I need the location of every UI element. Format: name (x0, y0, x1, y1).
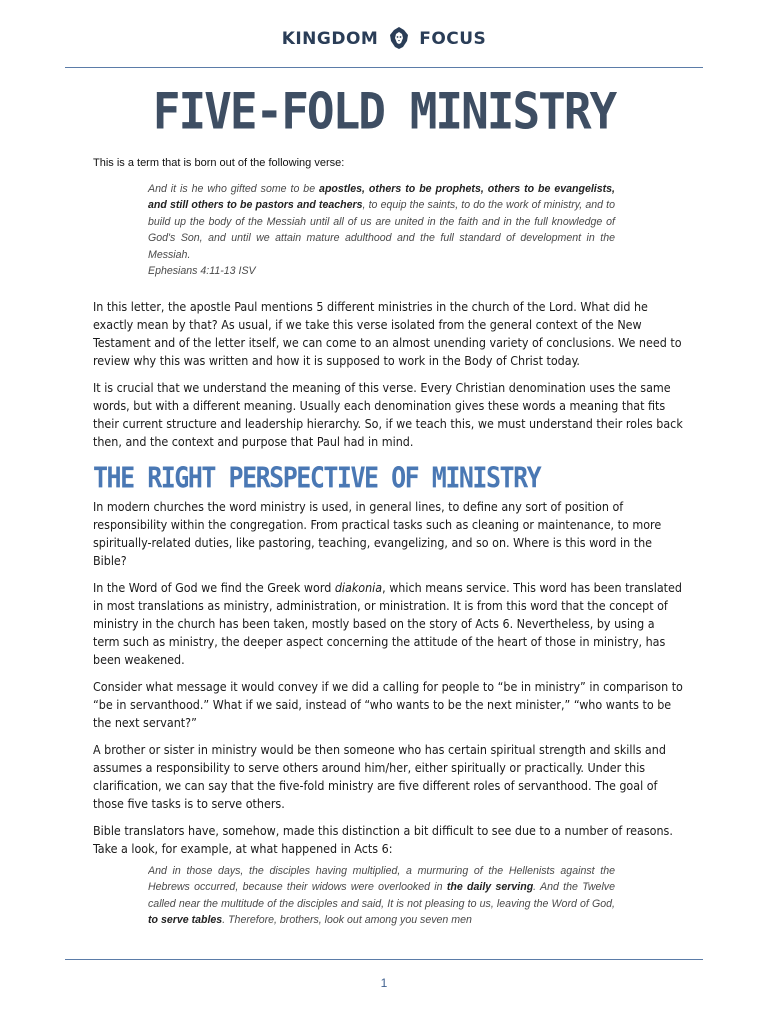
quote-reference: Ephesians 4:11-13 ISV (148, 265, 256, 278)
paragraph: In modern churches the word ministry is used, in general lines, to define any sort of position of responsibility within the congregation. From practical tasks such as cleaning or maintenance, to more spiritually-related duties, like pastoring, teaching, evangelizing, and so on. Where is this word in the Bible? (93, 499, 662, 568)
brand-right-text: FOCUS (419, 29, 487, 49)
quote-bold-text: to serve tables (148, 914, 223, 927)
scripture-quote-acts (148, 863, 615, 927)
scripture-quote-ephesians (148, 181, 615, 279)
quote-text: . Therefore, brothers, look out among you seven men (222, 914, 472, 927)
body-section-1 (93, 298, 683, 460)
header-divider (65, 67, 703, 68)
lion-head-icon (389, 26, 409, 50)
quote-text: . And the Twelve called near the multitude of the disciples and said, It is not pleasing to us, leaving the Word of God, (148, 881, 615, 910)
quote-bold-text: apostles, others to be prophets, others to be evangelists, and still others to be pastors and teachers (148, 183, 615, 212)
quote-text: , to equip the saints, to do the work of ministry, and to build up the body of the Messiah until all of us are united in the faith and in the full knowledge of God's Son, and until we attain mature adulthood and the full standard of development in the Messiah. (148, 199, 615, 261)
paragraph: Consider what message it would convey if we did a calling for people to “be in ministry” in comparison to “be in servanthood.” What if we said, instead of “who wants to be the next minister,” “who wants to be the next servant?” (93, 679, 683, 730)
section-heading: THE RIGHT PERSPECTIVE OF MINISTRY (93, 461, 541, 495)
paragraph-text: , which means service. This word has been translated in most translations as ministry, administration, or ministration. It is from this word that the concept of ministry in the church has been taken, mostly based on the story of Acts 6. Nevertheless, by using a term such as ministry, the deeper aspect concerning the attitude of the heart of those in ministry, has been weakened. (93, 580, 682, 667)
paragraph: In this letter, the apostle Paul mentions 5 different ministries in the church of the Lord. What did he exactly mean by that? As usual, if we take this verse isolated from the general context of the New Testament and of the letter itself, we can come to an almost unending variety of conclusions. We need to review why this was written and how it is supposed to work in the Body of Christ today. (93, 299, 682, 368)
intro-text: This is a term that is born out of the following verse: (93, 157, 345, 169)
greek-word: diakonia (334, 580, 383, 595)
brand-logo (0, 26, 768, 50)
paragraph: A brother or sister in ministry would be then someone who has certain spiritual strength and skills and assumes a responsibility to serve others around him/her, either spiritually or practically. Under this clarification, we can say that the five-fold ministry are five different roles of servanthood. The goal of those five tasks is to serve others. (93, 742, 666, 811)
quote-text: And it is he who gifted some to be (148, 183, 320, 195)
paragraph: It is crucial that we understand the meaning of this verse. Every Christian denomination uses the same words, but with a different meaning. Usually each denomination gives these words a meaning that fits their current structure and leadership hierarchy. So, if we teach this, we must understand their roles back then, and the context and purpose that Paul had in mind. (93, 380, 683, 449)
paragraph-text: In the Word of God we find the Greek word (93, 580, 335, 595)
footer-divider (65, 959, 703, 960)
paragraph: Bible translators have, somehow, made this distinction a bit difficult to see due to a number of reasons. Take a look, for example, at what happened in Acts 6: (93, 823, 673, 856)
paragraph-diakonia (93, 579, 683, 669)
quote-bold-text: the daily serving (446, 881, 534, 894)
page-title: FIVE-FOLD MINISTRY (152, 81, 616, 141)
brand-left-text: KINGDOM (281, 29, 379, 49)
page-number: 1 (380, 976, 388, 990)
quote-text: And in those days, the disciples having multiplied, a murmuring of the Hellenists against the Hebrews occurred, because their widows were overlooked in (148, 865, 615, 894)
body-section-2 (93, 498, 683, 867)
